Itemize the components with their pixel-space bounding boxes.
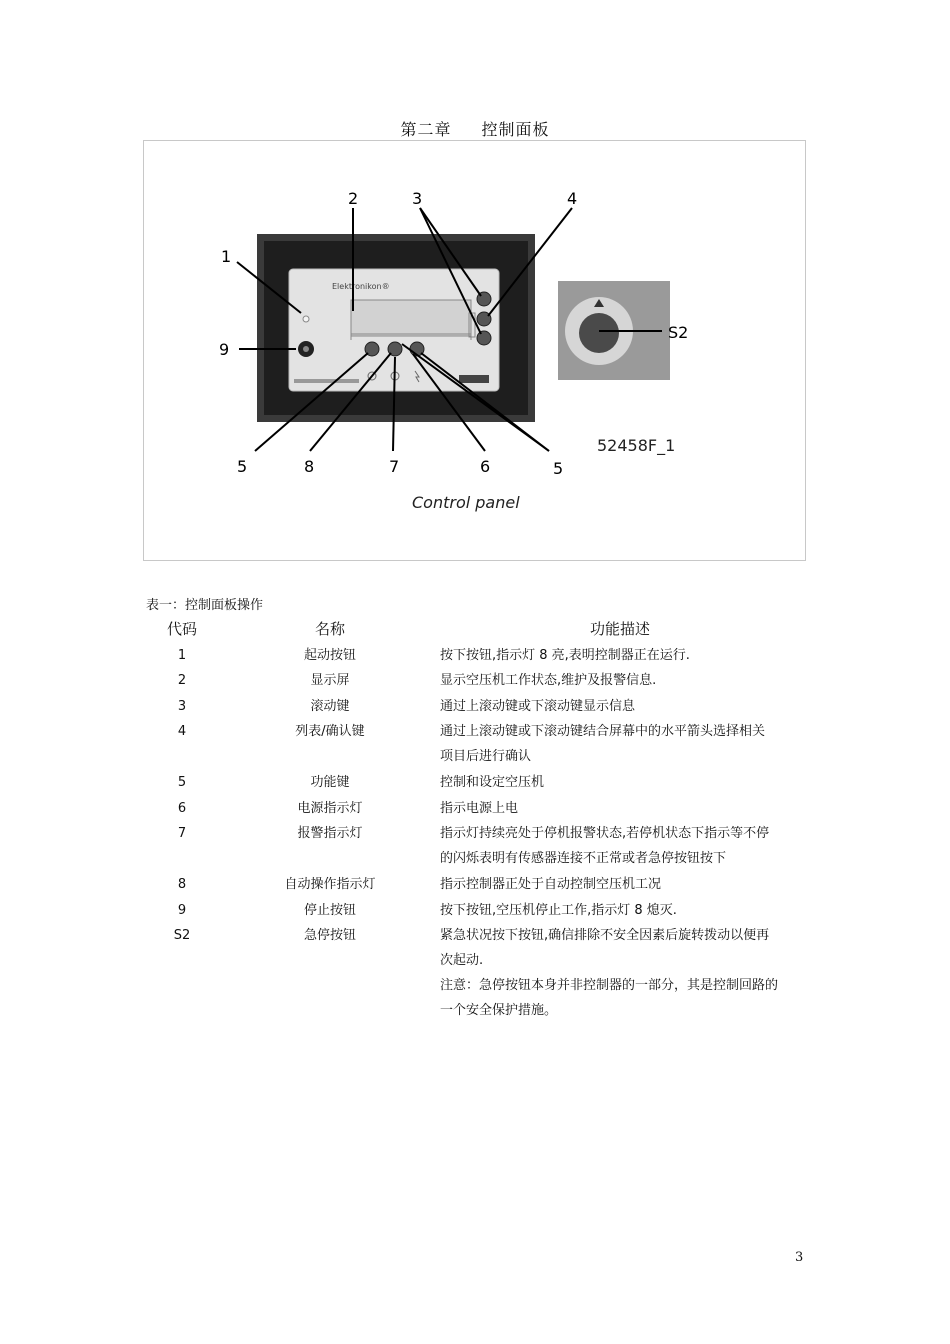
table-row-name: 列表/确认键 [295,724,365,739]
logo-plate [459,375,489,383]
table-row-desc: 指示灯持续亮处于停机报警状态,若停机状态下指示等不停 [440,826,770,841]
callout-7: 7 [389,457,400,476]
table-row-name: 起动按钮 [303,648,356,663]
table-row-code: 8 [177,877,187,892]
table-row-name: 急停按钮 [303,928,356,943]
control-panel-illustration [144,141,807,562]
callout-3: 3 [412,189,423,208]
table-row-name: 功能键 [310,775,350,790]
table-row-note-cont: 一个安全保护措施。 [440,1003,558,1018]
table-row-name: 滚动键 [310,699,350,714]
table-row-code: 3 [177,699,187,714]
table-row-code: 7 [177,826,187,841]
emergency-stop-button [579,313,619,353]
table-row-desc: 指示电源上电 [440,801,519,816]
scroll-down-key [477,331,491,345]
table-row-desc: 控制和设定空压机 [440,775,545,790]
table-row-desc-cont: 项目后进行确认 [440,749,532,764]
callout-8: 8 [304,457,315,476]
callout-s2: S2 [668,323,689,342]
table-row-note: 注意：急停按钮本身并非控制器的一部分，其是控制回路的 [440,978,779,993]
chapter-title [0,117,950,140]
table-row-desc: 紧急状况按下按钮,确信排除不安全因素后旋转拨动以便再 [440,928,770,943]
table-row-desc: 指示控制器正处于自动控制空压机工况 [440,877,662,892]
table-row-name: 报警指示灯 [297,826,363,841]
chapter-name: 控制面板 [481,120,550,139]
table-row-desc: 通过上滚动键或下滚动键显示信息 [440,699,636,714]
table-row-desc: 按下按钮,指示灯 8 亮,表明控制器正在运行. [440,648,690,663]
table-row-desc-cont: 次起动. [440,953,484,968]
table-row-desc-cont: 的闪烁表明有传感器连接不正常或者急停按钮按下 [440,851,727,866]
table-row-code: 2 [177,673,187,688]
brand-label: Elektronikon® [332,282,390,291]
table-row-name: 停止按钮 [303,903,356,918]
table-row-desc: 显示空压机工作状态,维护及报警信息. [440,673,657,688]
callout-5-right: 5 [553,459,564,478]
callout-4: 4 [567,189,578,208]
table-row-name: 电源指示灯 [297,801,363,816]
stop-button-center [303,346,309,352]
table-row-code: 4 [177,724,187,739]
display-screen [351,300,471,336]
callout-9: 9 [219,340,230,359]
table-row-code: S2 [173,928,191,943]
column-header-code: 代码 [166,620,197,638]
figure-code: 52458F_1 [597,436,676,455]
figure-caption: Control panel [412,493,520,512]
column-header-name: 名称 [314,620,345,638]
table-row-desc: 通过上滚动键或下滚动键结合屏幕中的水平箭头选择相关 [440,724,766,739]
start-led [303,316,309,322]
table-row-name: 自动操作指示灯 [284,877,376,892]
url-strip [294,379,359,383]
page-number: 3 [795,1250,804,1265]
table-row-code: 6 [177,801,187,816]
table-row-desc: 按下按钮,空压机停止工作,指示灯 8 熄灭. [440,903,677,918]
table-row-name: 显示屏 [310,673,350,688]
table-row-code: 5 [177,775,187,790]
table-caption: 表一：控制面板操作 [146,598,264,613]
table-row-code: 9 [177,903,187,918]
callout-6: 6 [480,457,491,476]
column-header-desc: 功能描述 [590,620,651,638]
chapter-number: 第二章 [400,120,452,139]
control-panel-figure [143,140,806,561]
callout-5-left: 5 [237,457,248,476]
callout-2: 2 [348,189,359,208]
callout-1: 1 [221,247,232,266]
table-row-code: 1 [177,648,187,663]
